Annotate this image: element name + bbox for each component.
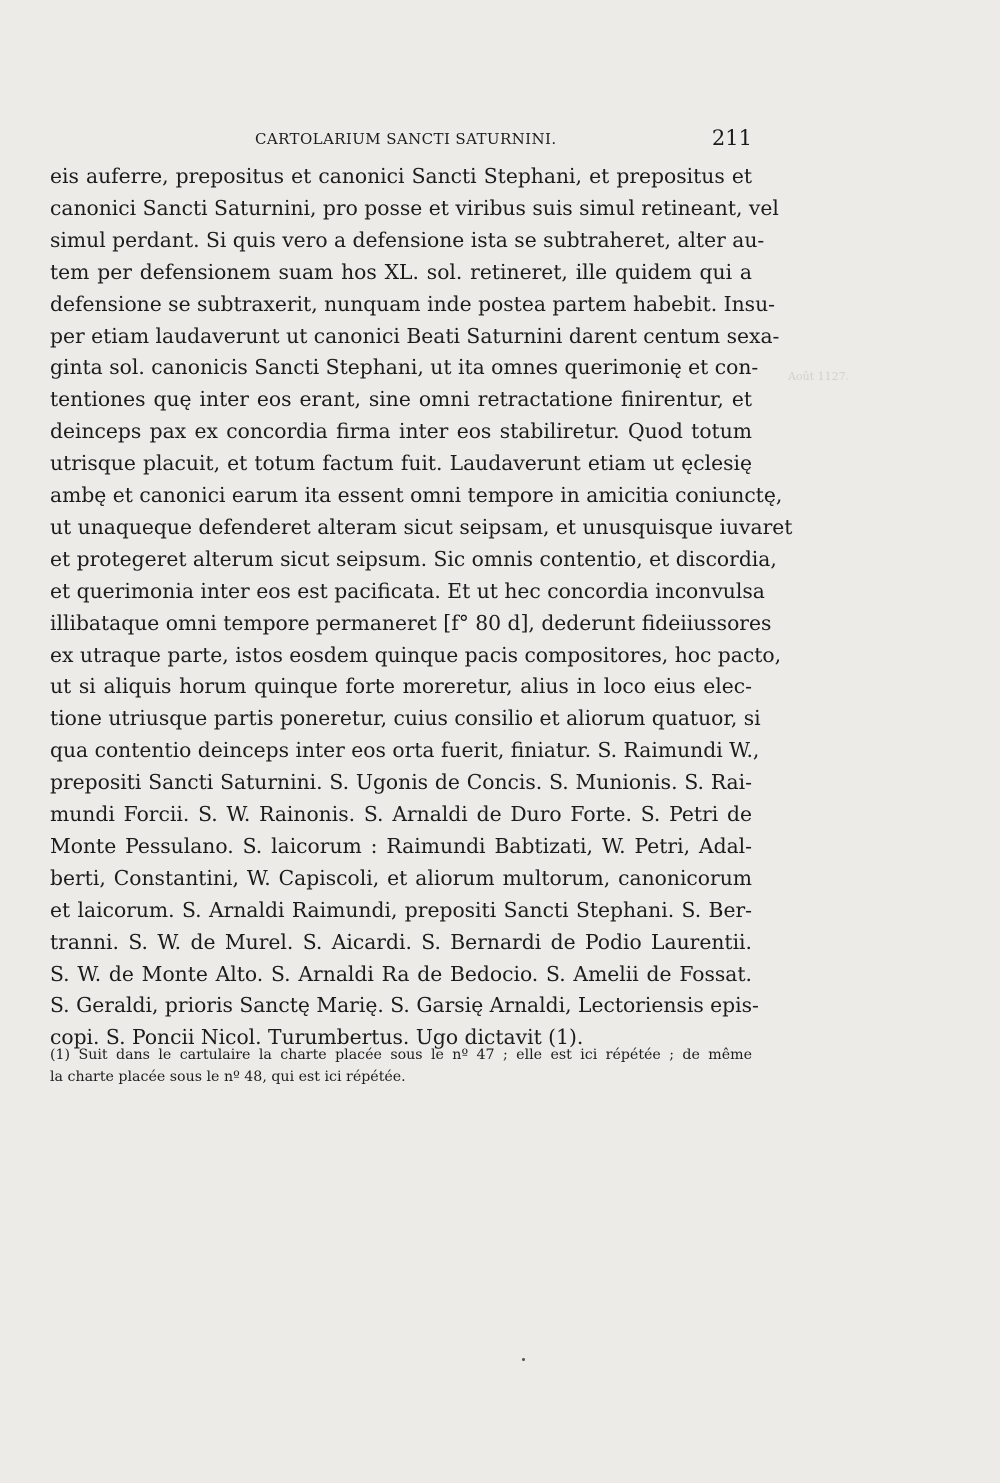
page-number: 211 [711,126,752,150]
text-line: S. W. de Monte Alto. S. Arnaldi Ra de Bedocio. S. Amelii de Fossat. [50,961,752,986]
text-line: S. Geraldi, prioris Sanctę Marię. S. Garsię Arnaldi, Lectoriensis epis- [50,993,759,1018]
footnote-line: (1) Suit dans le cartulaire la charte placée sous le nº 47 ; elle est ici répétée ; de même [50,1047,752,1063]
text-line: qua contentio deinceps inter eos orta fuerit, finiatur. S. Raimundi W., [50,738,760,763]
text-line: utrisque placuit, et totum factum fuit. Laudaverunt etiam ut ęclesię [50,451,752,476]
text-line: prepositi Sancti Saturnini. S. Ugonis de Concis. S. Munionis. S. Rai- [50,770,752,795]
margin-note: Août 1127. [788,370,850,383]
text-line: et laicorum. S. Arnaldi Raimundi, prepositi Sancti Stephani. S. Ber- [50,897,752,922]
text-line: ex utraque parte, istos eosdem quinque pacis compositores, hoc pacto, [50,642,782,667]
text-line: ambę et canonici earum ita essent omni tempore in amicitia coniunctę, [50,483,783,507]
text-line: mundi Forcii. S. W. Rainonis. S. Arnaldi de Duro Forte. S. Petri de [50,802,752,826]
text-line: ut si aliquis horum quinque forte moreretur, alius in loco eius elec- [50,674,752,699]
text-line: tem per defensionem suam hos XL. sol. retineret, ille quidem qui a [50,259,752,284]
footnote-line: la charte placée sous le nº 48, qui est ici répétée. [50,1069,406,1085]
running-title: CARTOLARIUM SANCTI SATURNINI. [255,130,557,148]
text-line: defensione se subtraxerit, nunquam inde postea partem habebit. Insu- [50,291,776,316]
text-line: et querimonia inter eos est pacificata. Et ut hec concordia inconvulsa [50,578,765,603]
text-line: ut unaqueque defenderet alteram sicut seipsam, et unusquisque iuvaret [50,514,793,539]
paper-speck [522,1358,525,1361]
text-line: Monte Pessulano. S. laicorum : Raimundi Babtizati, W. Petri, Adal- [50,833,752,858]
text-line: tranni. S. W. de Murel. S. Aicardi. S. Bernardi de Podio Laurentii. [50,929,752,954]
text-line: per etiam laudaverunt ut canonici Beati Saturnini darent centum sexa- [50,323,780,348]
text-line: deinceps pax ex concordia firma inter eos stabiliretur. Quod totum [50,419,752,444]
text-line: tione utriusque partis poneretur, cuius consilio et aliorum quatuor, si [50,706,761,731]
text-line: et protegeret alterum sicut seipsum. Sic omnis contentio, et discordia, [50,546,777,571]
text-line: tentiones quę inter eos erant, sine omni retractatione finirentur, et [50,387,752,412]
text-line: simul perdant. Si quis vero a defensione ista se subtraheret, alter au- [50,227,765,252]
text-line: eis auferre, prepositus et canonici Sancti Stephani, et prepositus et [50,164,752,188]
text-line: ginta sol. canonicis Sancti Stephani, ut ita omnes querimonię et con- [50,355,759,380]
text-line: berti, Constantini, W. Capiscoli, et aliorum multorum, canonicorum [50,865,752,890]
page-header [50,126,752,154]
text-line: canonici Sancti Saturnini, pro posse et viribus suis simul retineant, vel [50,195,779,220]
text-line: illibataque omni tempore permaneret [f° 80 d], dederunt fideiiussores [50,610,772,635]
text-line: copi. S. Poncii Nicol. Turumbertus. Ugo dictavit (1). [50,1025,584,1050]
